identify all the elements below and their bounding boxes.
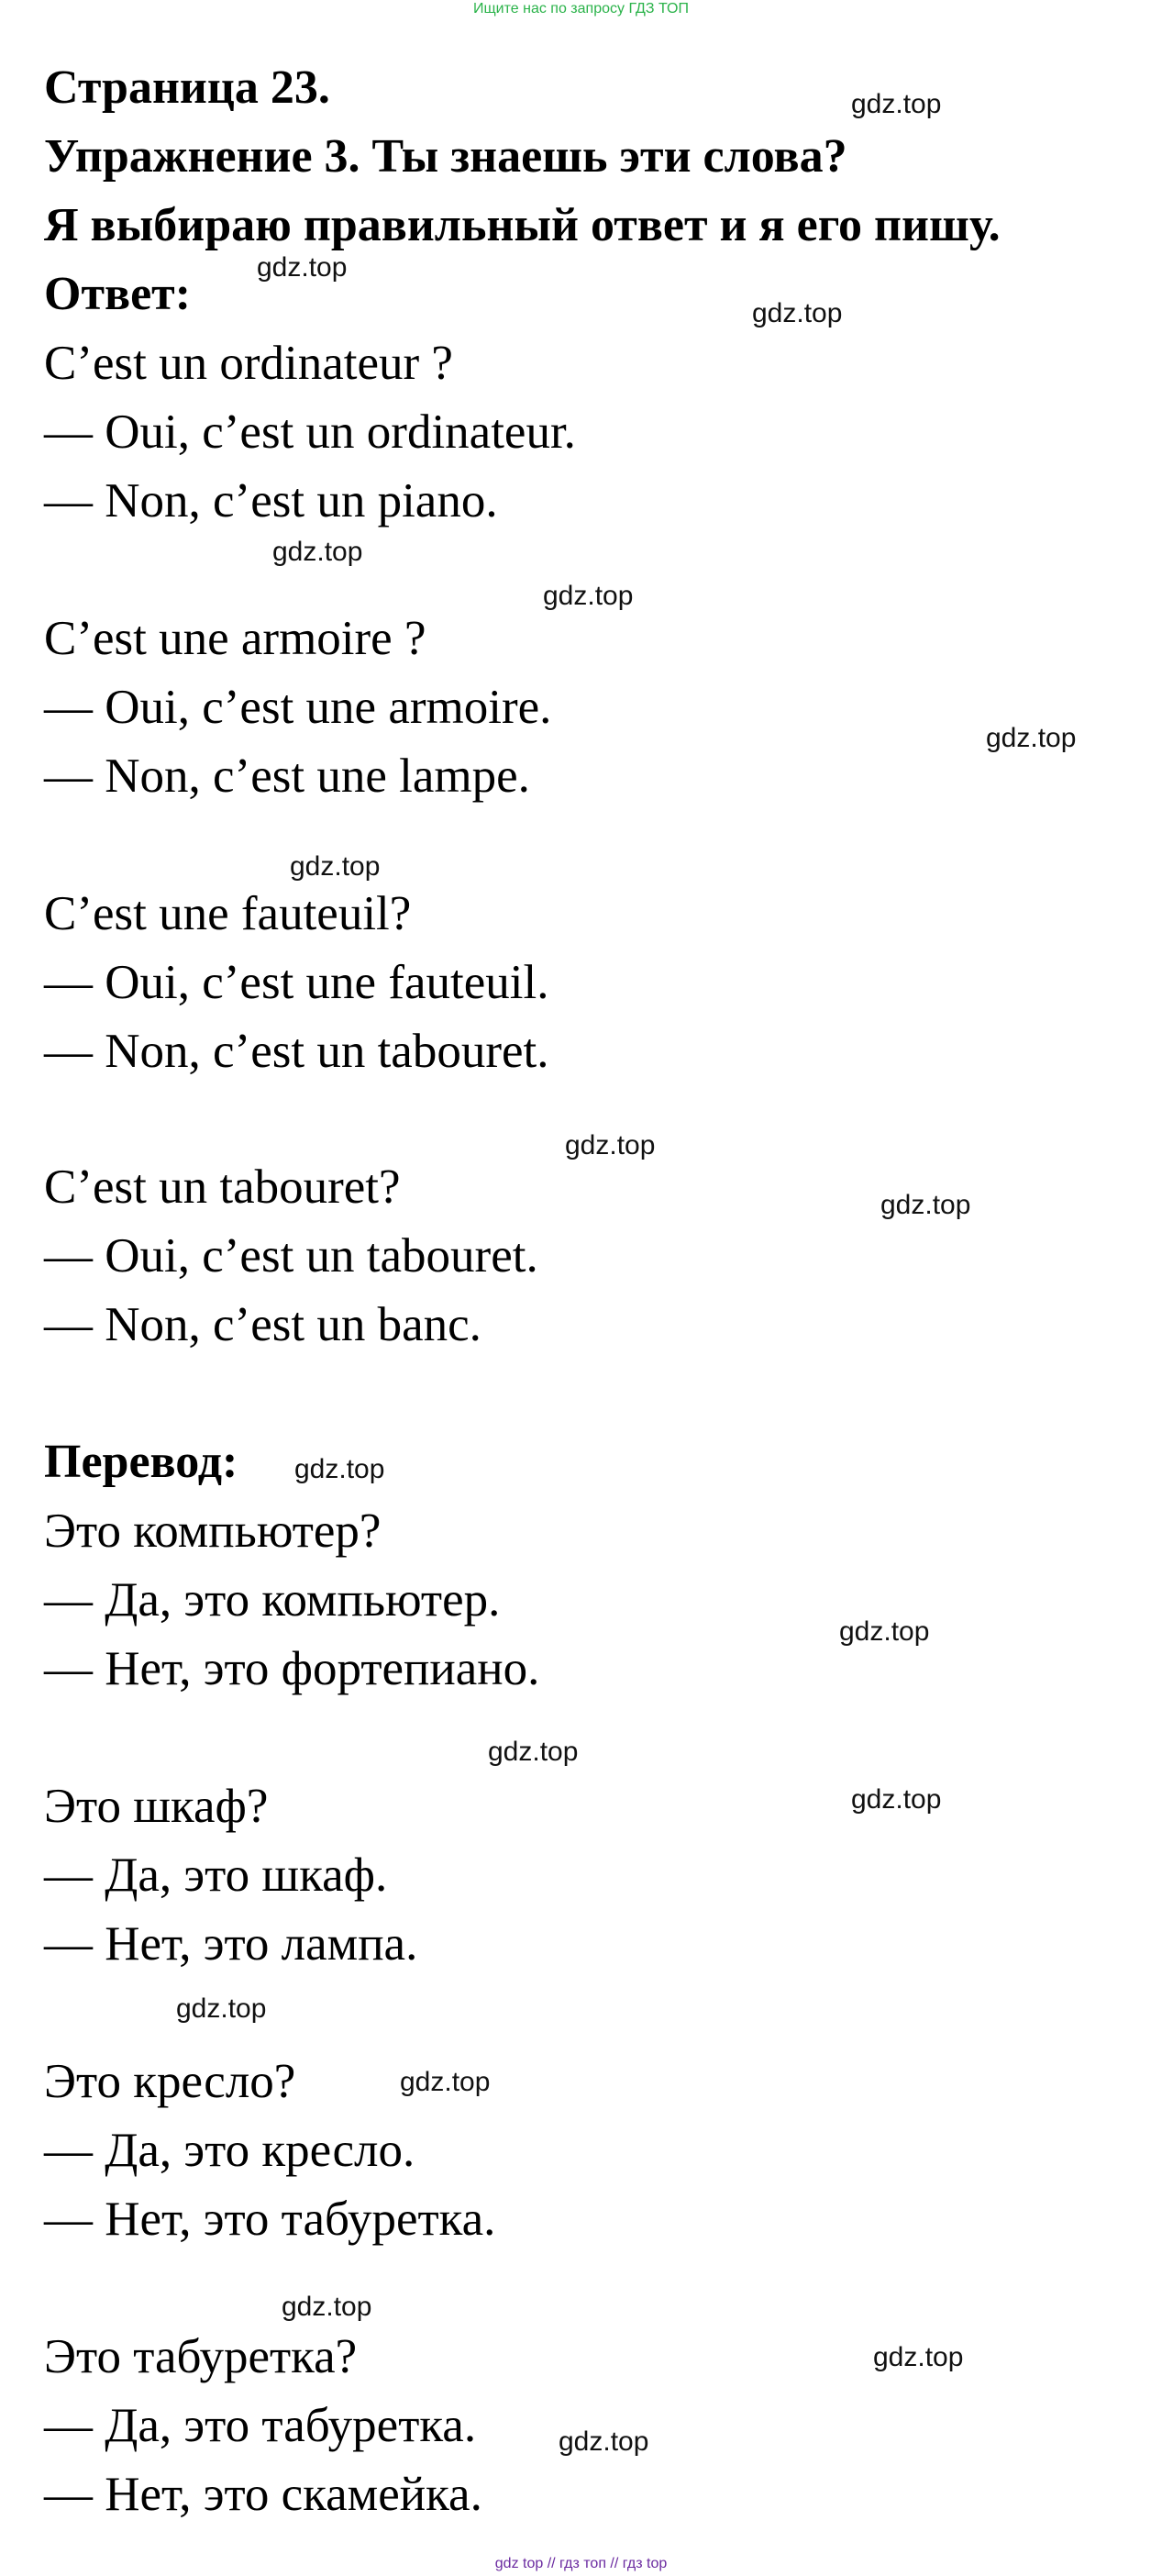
watermark: gdz.top	[873, 2342, 964, 2372]
page-number-heading: Страница 23.	[44, 61, 330, 114]
answer-3-yes: — Oui, c’est une fauteuil.	[44, 956, 549, 1009]
answer-1-no: — Non, c’est un piano.	[44, 474, 498, 527]
watermark: gdz.top	[880, 1190, 971, 1220]
translation-3-yes: — Да, это кресло.	[44, 2124, 415, 2177]
translation-4-no: — Нет, это скамейка.	[44, 2468, 482, 2521]
translation-1-yes: — Да, это компьютер.	[44, 1573, 501, 1627]
answer-2-no: — Non, c’est une lampe.	[44, 749, 530, 803]
answer-4-question: C’est un tabouret?	[44, 1160, 401, 1214]
instruction-heading: Я выбираю правильный ответ и я его пишу.	[44, 199, 1001, 251]
translation-4-question: Это табуретка?	[44, 2330, 358, 2383]
watermark: gdz.top	[272, 537, 363, 567]
watermark: gdz.top	[839, 1616, 930, 1647]
watermark: gdz.top	[565, 1130, 656, 1160]
answer-2-question: C’est une armoire ?	[44, 612, 426, 665]
answer-2-yes: — Oui, c’est une armoire.	[44, 681, 552, 734]
watermark: gdz.top	[488, 1737, 579, 1767]
translation-2-yes: — Да, это шкаф.	[44, 1849, 388, 1902]
answer-heading: Ответ:	[44, 268, 192, 320]
exercise-heading: Упражнение 3. Ты знаешь эти слова?	[44, 130, 847, 183]
watermark: gdz.top	[400, 2067, 491, 2097]
answer-4-no: — Non, c’est un banc.	[44, 1298, 481, 1351]
watermark: gdz.top	[851, 1784, 942, 1815]
watermark: gdz.top	[752, 298, 843, 328]
watermark: gdz.top	[290, 851, 381, 882]
watermark: gdz.top	[851, 89, 942, 119]
answer-3-no: — Non, c’est un tabouret.	[44, 1025, 549, 1078]
translation-4-yes: — Да, это табуретка.	[44, 2399, 477, 2452]
translation-1-question: Это компьютер?	[44, 1505, 382, 1558]
watermark: gdz.top	[294, 1454, 385, 1484]
watermark: gdz.top	[559, 2426, 649, 2457]
translation-2-question: Это шкаф?	[44, 1780, 269, 1833]
watermark: gdz.top	[543, 581, 634, 611]
footer-links[interactable]: gdz top // гдз топ // гдз top	[494, 2556, 668, 2571]
translation-3-question: Это кресло?	[44, 2055, 296, 2108]
watermark: gdz.top	[257, 252, 348, 283]
translation-1-no: — Нет, это фортепиано.	[44, 1642, 540, 1695]
translation-heading: Перевод:	[44, 1436, 238, 1488]
answer-4-yes: — Oui, c’est un tabouret.	[44, 1229, 538, 1282]
translation-2-no: — Нет, это лампа.	[44, 1917, 418, 1971]
watermark: gdz.top	[282, 2292, 372, 2322]
watermark: gdz.top	[986, 723, 1077, 753]
top-search-link[interactable]: Ищите нас по запросу ГДЗ ТОП	[473, 1, 689, 17]
watermark: gdz.top	[176, 1993, 267, 2024]
answer-1-yes: — Oui, c’est un ordinateur.	[44, 405, 576, 459]
translation-3-no: — Нет, это табуретка.	[44, 2193, 496, 2246]
answer-1-question: C’est un ordinateur ?	[44, 337, 453, 390]
answer-3-question: C’est une fauteuil?	[44, 887, 412, 940]
